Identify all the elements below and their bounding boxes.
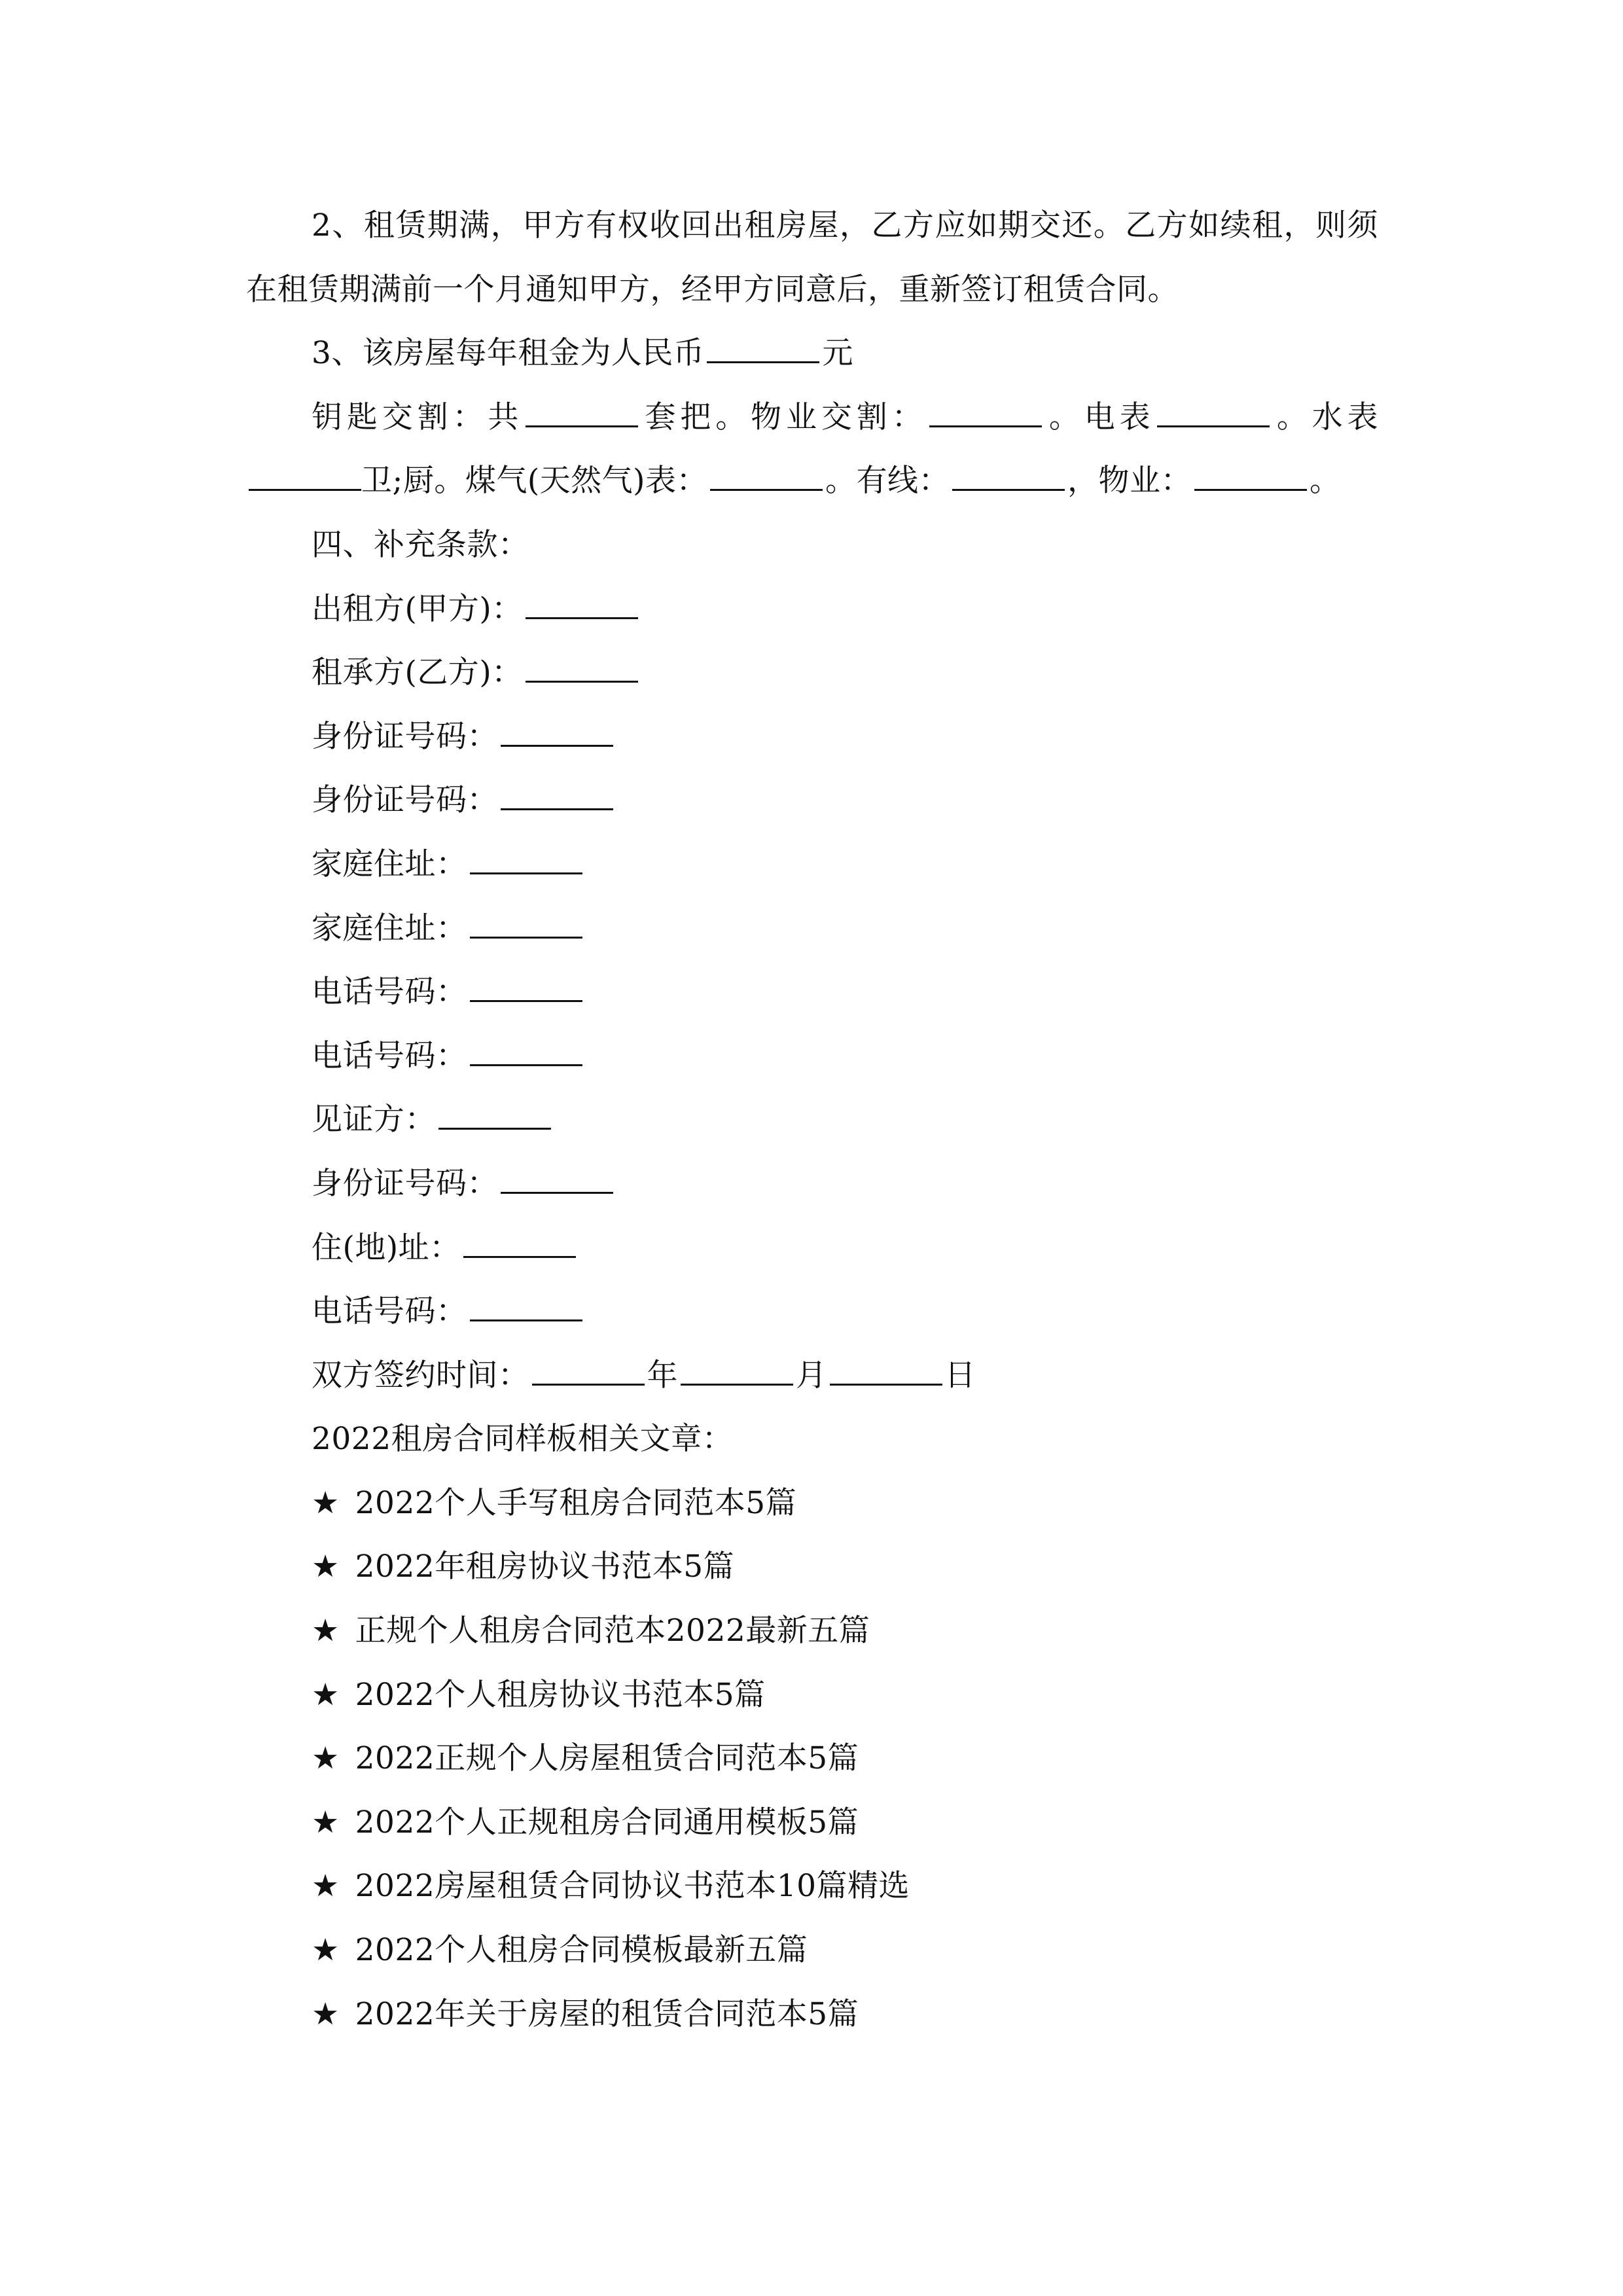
field-label: 电话号码：	[312, 1037, 467, 1074]
field-blank	[501, 1192, 613, 1194]
star-icon: ★	[312, 1868, 340, 1905]
handover-end-mark: 。	[1310, 463, 1341, 499]
signing-date	[246, 1344, 1378, 1408]
year-label: 年	[647, 1357, 678, 1393]
rent-amount-blank	[707, 361, 819, 363]
star-icon: ★	[312, 1804, 340, 1840]
star-icon: ★	[312, 1484, 340, 1521]
field-blank	[470, 1064, 582, 1066]
field-witness-address	[246, 1216, 1378, 1280]
field-lessee-phone	[246, 1024, 1378, 1088]
related-article-link[interactable]	[246, 1535, 1378, 1599]
field-blank	[526, 681, 638, 683]
related-article-title[interactable]: 2022个人正规租房合同通用模板5篇	[355, 1804, 859, 1840]
supplement-heading: 四、补充条款：	[312, 526, 529, 563]
property-handover-label: 物业交割：	[751, 399, 927, 435]
cable-blank	[952, 489, 1065, 491]
field-label: 租承方(乙方)：	[312, 655, 523, 691]
field-label: 电话号码：	[312, 974, 467, 1011]
gas-meter-blank	[710, 489, 823, 491]
related-article-title[interactable]: 2022房屋租赁合同协议书范本10篇精选	[355, 1868, 910, 1905]
clause-3	[246, 321, 1378, 386]
field-lessor-address	[246, 833, 1378, 897]
star-icon: ★	[312, 1740, 340, 1777]
related-article-link[interactable]	[246, 1663, 1378, 1727]
field-label: 电话号码：	[312, 1293, 467, 1330]
electric-meter-blank	[1157, 425, 1270, 427]
field-label: 住(地)址：	[312, 1229, 461, 1266]
related-article-title[interactable]: 2022年租房协议书范本5篇	[355, 1549, 735, 1585]
field-witness-phone	[246, 1280, 1378, 1344]
field-blank	[501, 745, 613, 747]
field-label: 身份证号码：	[312, 1165, 498, 1202]
field-lessor-phone	[246, 960, 1378, 1024]
day-label: 日	[944, 1357, 976, 1393]
related-articles-heading: 2022租房合同样板相关文章：	[312, 1421, 734, 1458]
clause-2-line-2: 须在租赁期满前一个月通知甲方，经甲方同意后，重新签订租赁合同。	[246, 207, 1378, 308]
month-blank	[681, 1384, 793, 1386]
handover-clause	[246, 386, 1378, 513]
field-blank	[470, 1319, 582, 1321]
signing-date-label: 双方签约时间：	[312, 1357, 529, 1393]
related-article-link[interactable]	[246, 1727, 1378, 1791]
clause-2	[246, 194, 1378, 321]
field-blank	[470, 1000, 582, 1002]
keys-label: 钥匙交割：共	[312, 399, 524, 435]
star-icon: ★	[312, 1996, 340, 2032]
property-handover-blank	[929, 425, 1042, 427]
field-label: 身份证号码：	[312, 782, 498, 819]
star-icon: ★	[312, 1613, 340, 1649]
related-article-link[interactable]	[246, 1854, 1378, 1918]
related-article-link[interactable]	[246, 1918, 1378, 1982]
property-fee-label: ，物业：	[1067, 463, 1192, 499]
field-blank	[501, 808, 613, 810]
year-blank	[532, 1384, 645, 1386]
property-fee-blank	[1194, 489, 1307, 491]
field-blank	[438, 1128, 551, 1130]
keys-unit: 套把。	[641, 399, 751, 435]
keys-count-blank	[526, 425, 638, 427]
related-article-link[interactable]	[246, 1791, 1378, 1855]
field-blank	[526, 617, 638, 619]
related-article-title[interactable]: 2022个人租房协议书范本5篇	[355, 1676, 766, 1713]
related-article-link[interactable]	[246, 1471, 1378, 1535]
field-label: 出租方(甲方)：	[312, 590, 523, 627]
field-witness	[246, 1088, 1378, 1152]
cable-label: 。有线：	[825, 463, 950, 499]
related-article-link[interactable]	[246, 1982, 1378, 2047]
clause-3-text: 3、该房屋每年租金为人民币	[312, 335, 705, 372]
related-article-link[interactable]	[246, 1599, 1378, 1663]
month-label: 月	[796, 1357, 827, 1393]
field-lessee	[246, 641, 1378, 705]
related-article-title[interactable]: 2022正规个人房屋租赁合同范本5篇	[355, 1740, 859, 1777]
electric-meter-label: 。电表	[1044, 399, 1155, 435]
water-meter-label: 。水表	[1272, 399, 1379, 435]
water-meter-blank	[249, 489, 361, 491]
field-blank	[463, 1256, 576, 1258]
field-label: 身份证号码：	[312, 718, 498, 755]
star-icon: ★	[312, 1932, 340, 1969]
related-article-title[interactable]: 2022年关于房屋的租赁合同范本5篇	[355, 1996, 859, 2032]
field-label: 家庭住址：	[312, 910, 467, 946]
field-label: 家庭住址：	[312, 846, 467, 882]
document-body	[246, 194, 1378, 2046]
related-article-title[interactable]: 2022个人手写租房合同范本5篇	[355, 1484, 797, 1521]
field-blank	[470, 872, 582, 874]
related-article-title[interactable]: 正规个人租房合同范本2022最新五篇	[355, 1613, 870, 1649]
field-lessor	[246, 577, 1378, 641]
related-article-title[interactable]: 2022个人租房合同模板最新五篇	[355, 1932, 808, 1969]
day-blank	[830, 1384, 942, 1386]
field-lessee-address	[246, 897, 1378, 961]
star-icon: ★	[312, 1549, 340, 1585]
field-lessee-id	[246, 768, 1378, 833]
field-label: 见证方：	[312, 1102, 436, 1138]
clause-3-unit: 元	[822, 335, 853, 372]
star-icon: ★	[312, 1676, 340, 1713]
field-witness-id	[246, 1152, 1378, 1216]
field-blank	[470, 937, 582, 939]
gas-meter-label: 卫;厨。煤气(天然气)表：	[361, 463, 708, 499]
clause-2-line-1: 2、租赁期满，甲方有权收回出租房屋，乙方应如期交还。乙方如续租，则	[312, 207, 1347, 243]
field-lessor-id	[246, 705, 1378, 769]
